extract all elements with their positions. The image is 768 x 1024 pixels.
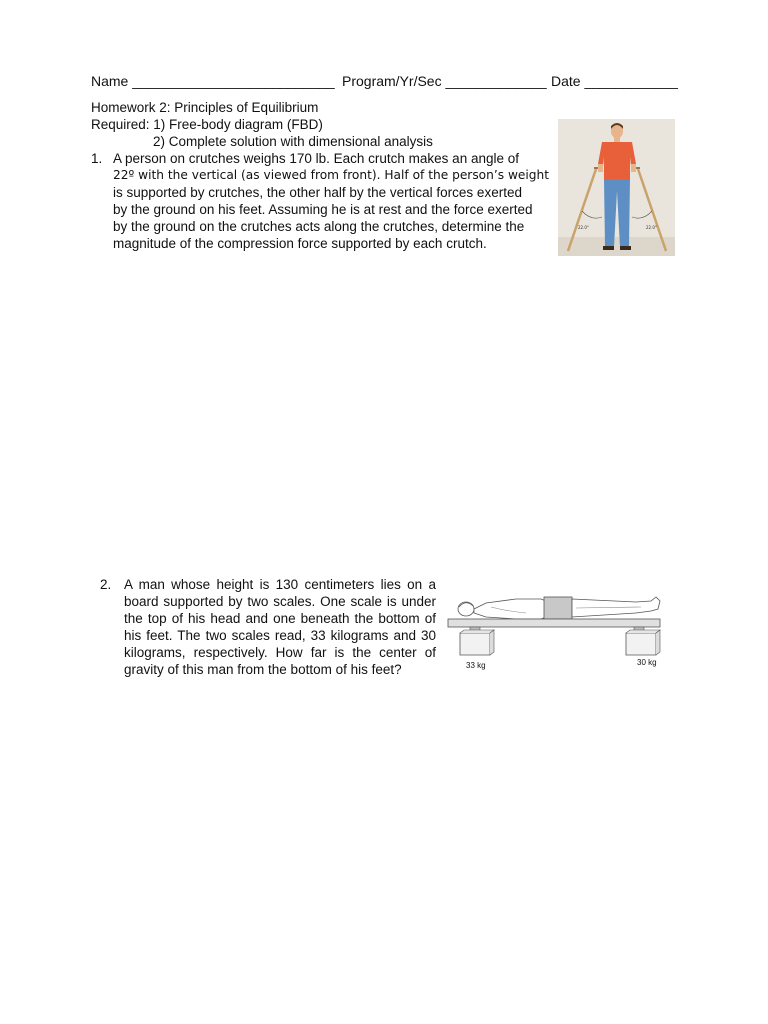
date-field-label: Date ____________ <box>551 73 678 89</box>
question-2-line: gravity of this man from the bottom of his feet? <box>124 662 402 677</box>
question-2-number: 2. <box>100 577 112 592</box>
question-1-line: magnitude of the compression force supported by each crutch. <box>113 236 487 251</box>
question-1-line: is supported by crutches, the other half by the vertical forces exerted <box>113 185 522 200</box>
required-line-2: 2) Complete solution with dimensional analysis <box>153 134 433 149</box>
crutches-person-figure <box>558 119 675 256</box>
question-1-line: 22º with the vertical (as viewed from front). Half of the person’s weight <box>113 168 550 182</box>
board-scales-illustration <box>446 577 674 677</box>
scale-left-label: 33 kg <box>466 661 486 670</box>
question-2-line: board supported by two scales. One scale is under <box>124 594 436 609</box>
name-field-label: Name __________________________ <box>91 73 335 89</box>
svg-text:22.0°: 22.0° <box>578 225 589 230</box>
scale-right-label: 30 kg <box>637 658 657 667</box>
required-line-1: Required: 1) Free-body diagram (FBD) <box>91 117 323 132</box>
question-2-line: A man whose height is 130 centimeters lies on a <box>124 577 436 592</box>
question-2-text <box>124 576 436 678</box>
question-2-line: kilograms, respectively. How far is the center of <box>124 645 436 660</box>
question-2-line: the top of his head and one beneath the bottom of <box>124 611 436 626</box>
crutches-illustration <box>558 119 675 256</box>
question-1-line: A person on crutches weighs 170 lb. Each crutch makes an angle of <box>113 151 519 166</box>
question-1-line: by the ground on his feet. Assuming he is at rest and the force exerted <box>113 202 533 217</box>
homework-title: Homework 2: Principles of Equilibrium <box>91 100 319 115</box>
man-on-board-figure <box>446 577 674 677</box>
question-1-number: 1. <box>91 151 103 166</box>
question-2-line: his feet. The two scales read, 33 kilograms and 30 <box>124 628 436 643</box>
question-1-line: by the ground on the crutches acts along the crutches, determine the <box>113 219 525 234</box>
program-field-label: Program/Yr/Sec _____________ <box>342 73 547 89</box>
svg-text:22.0°: 22.0° <box>646 225 657 230</box>
